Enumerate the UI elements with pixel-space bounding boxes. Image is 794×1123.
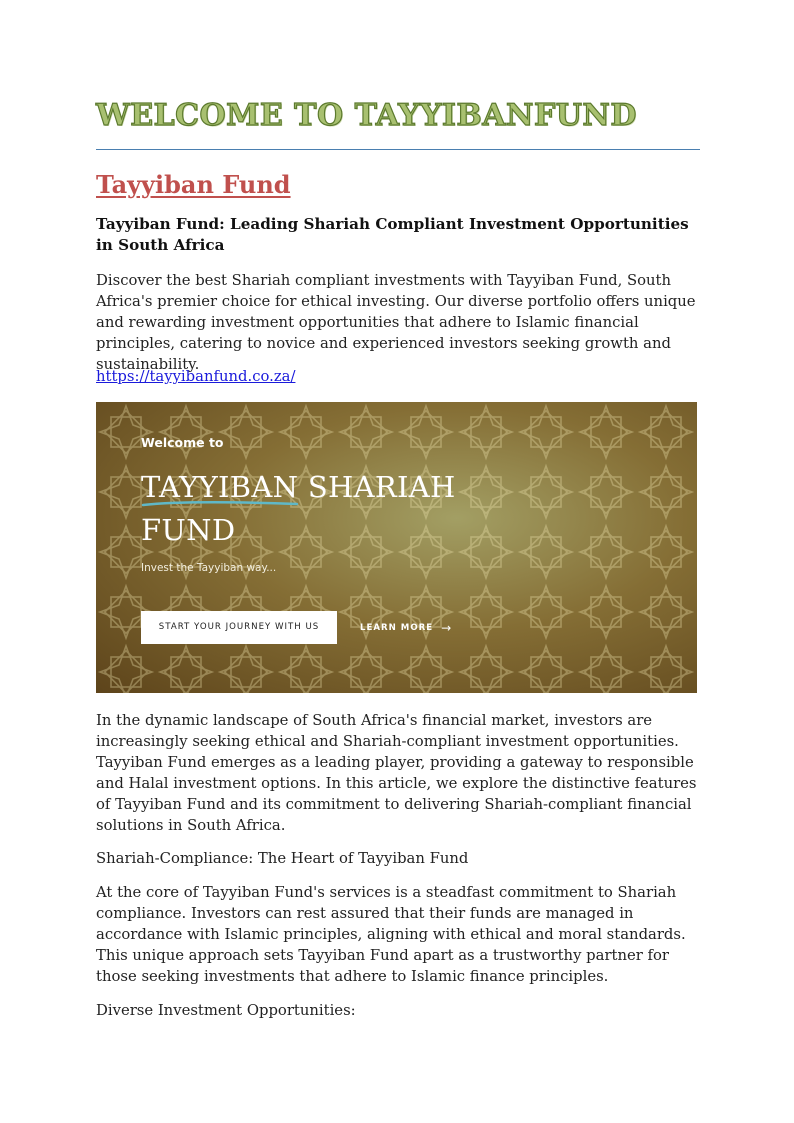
arrow-right-icon: → xyxy=(441,621,453,635)
learn-more-button[interactable] xyxy=(360,618,452,638)
hero-tagline: Invest the Tayyiban way... xyxy=(141,562,277,574)
learn-more-label: LEARN MORE xyxy=(360,623,434,633)
brush-underline xyxy=(141,498,299,510)
hero-banner-image xyxy=(96,402,697,693)
hero-title-word-1: TAYYIBAN xyxy=(141,470,299,504)
section-heading-shariah: Shariah-Compliance: The Heart of Tayyiban Fund xyxy=(96,850,469,867)
website-link[interactable]: https://tayyibanfund.co.za/ xyxy=(96,368,296,385)
hero-title-word-2: SHARIAH xyxy=(307,470,456,504)
landscape-paragraph: In the dynamic landscape of South Africa's financial market, investors are increasingly seeking ethical and Shariah-compliant investment opportunities. Tayyiban Fund emerges as a leading player, providing a gateway to responsible and Halal investment options. In this article, we explore the distinctive features of Tayyiban Fund and its commitment to delivering Shariah-compliant financial solutions in South Africa. xyxy=(96,712,697,834)
hero-welcome: Welcome to xyxy=(141,435,224,450)
hero-title-word-3: FUND xyxy=(141,513,236,547)
heading-rule xyxy=(96,149,700,150)
lead-paragraph: Tayyiban Fund: Leading Shariah Compliant Investment Opportunities in South Africa xyxy=(96,215,689,254)
intro-paragraph: Discover the best Shariah compliant investments with Tayyiban Fund, South Africa's premier choice for ethical investing. Our diverse portfolio offers unique and rewarding investment opportunities that adhere to Islamic financial principles, catering to novice and experienced investors seeking growth and sustainability. xyxy=(96,272,696,373)
compliance-paragraph: At the core of Tayyiban Fund's services is a steadfast commitment to Shariah compliance. Investors can rest assured that their funds are managed in accordance with Islamic principles, aligning with ethical and moral standards. This unique approach sets Tayyiban Fund apart as a trustworthy partner for those seeking investments that adhere to Islamic finance principles. xyxy=(96,884,686,985)
sub-heading: Tayyiban Fund xyxy=(96,170,291,199)
start-journey-button[interactable]: START YOUR JOURNEY WITH US xyxy=(141,611,337,644)
section-heading-diverse: Diverse Investment Opportunities: xyxy=(96,1002,356,1019)
main-heading: WELCOME TO TAYYIBANFUND xyxy=(96,98,637,133)
